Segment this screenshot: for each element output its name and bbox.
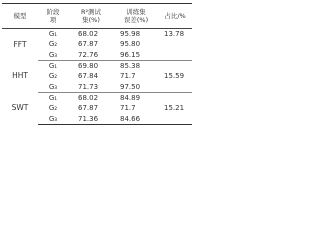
cell-c: [158, 92, 192, 103]
cell-a: 71.36: [68, 113, 114, 124]
model-label: FFT: [13, 39, 27, 49]
cell-a: 67.87: [78, 104, 99, 113]
cell-a: 67.87: [78, 40, 99, 49]
results-table: [2, 3, 192, 125]
cell-a: 67.84: [78, 72, 99, 81]
sub-label: G₃: [38, 50, 68, 61]
cell-b: 85.38: [120, 62, 141, 71]
sub-label: G₂: [48, 40, 58, 49]
cell-a: 68.02: [78, 30, 99, 39]
cell-c: 15.59: [164, 72, 185, 81]
table-row: [2, 29, 192, 40]
cell-a: 71.73: [68, 81, 114, 92]
cell-b: 96.15: [114, 50, 158, 61]
cell-c: [158, 39, 192, 49]
sub-label: G₁: [48, 62, 58, 71]
header-model: 模型: [2, 4, 38, 29]
header-col-c: 占比/%: [158, 4, 192, 29]
cell-b: 71.7: [120, 72, 136, 81]
model-label: HHT: [12, 71, 28, 81]
sub-label: G₃: [38, 113, 68, 124]
sub-label: G₃: [38, 81, 68, 92]
cell-c: [158, 81, 192, 92]
sub-label: G₂: [48, 104, 58, 113]
table-row: [2, 60, 192, 71]
cell-c: [158, 60, 192, 71]
cell-c: [158, 113, 192, 124]
results-table-container: [0, 0, 194, 169]
cell-c: [158, 50, 192, 61]
cell-a: 68.02: [78, 93, 99, 102]
table-row: [2, 92, 192, 103]
header-col-a: R²测试 集(%): [68, 4, 114, 29]
cell-b: 84.89: [120, 93, 141, 102]
sub-label: G₁: [48, 93, 58, 102]
cell-c: 15.21: [164, 104, 185, 113]
table-header-row: [2, 4, 192, 29]
sub-label: G₂: [48, 72, 58, 81]
header-col-b: 训练集 误差(%): [114, 4, 158, 29]
sub-label: G₁: [48, 30, 58, 39]
cell-b: 84.66: [114, 113, 158, 124]
cell-b: 97.50: [114, 81, 158, 92]
cell-a: 69.80: [78, 62, 99, 71]
cell-b: 95.98: [120, 30, 141, 39]
cell-c: 13.78: [164, 30, 185, 39]
model-label: SWT: [11, 103, 29, 113]
header-sub: 阶段 项: [38, 4, 68, 29]
cell-a: 72.76: [68, 50, 114, 61]
cell-b: 71.7: [120, 104, 136, 113]
cell-b: 95.80: [120, 40, 141, 49]
